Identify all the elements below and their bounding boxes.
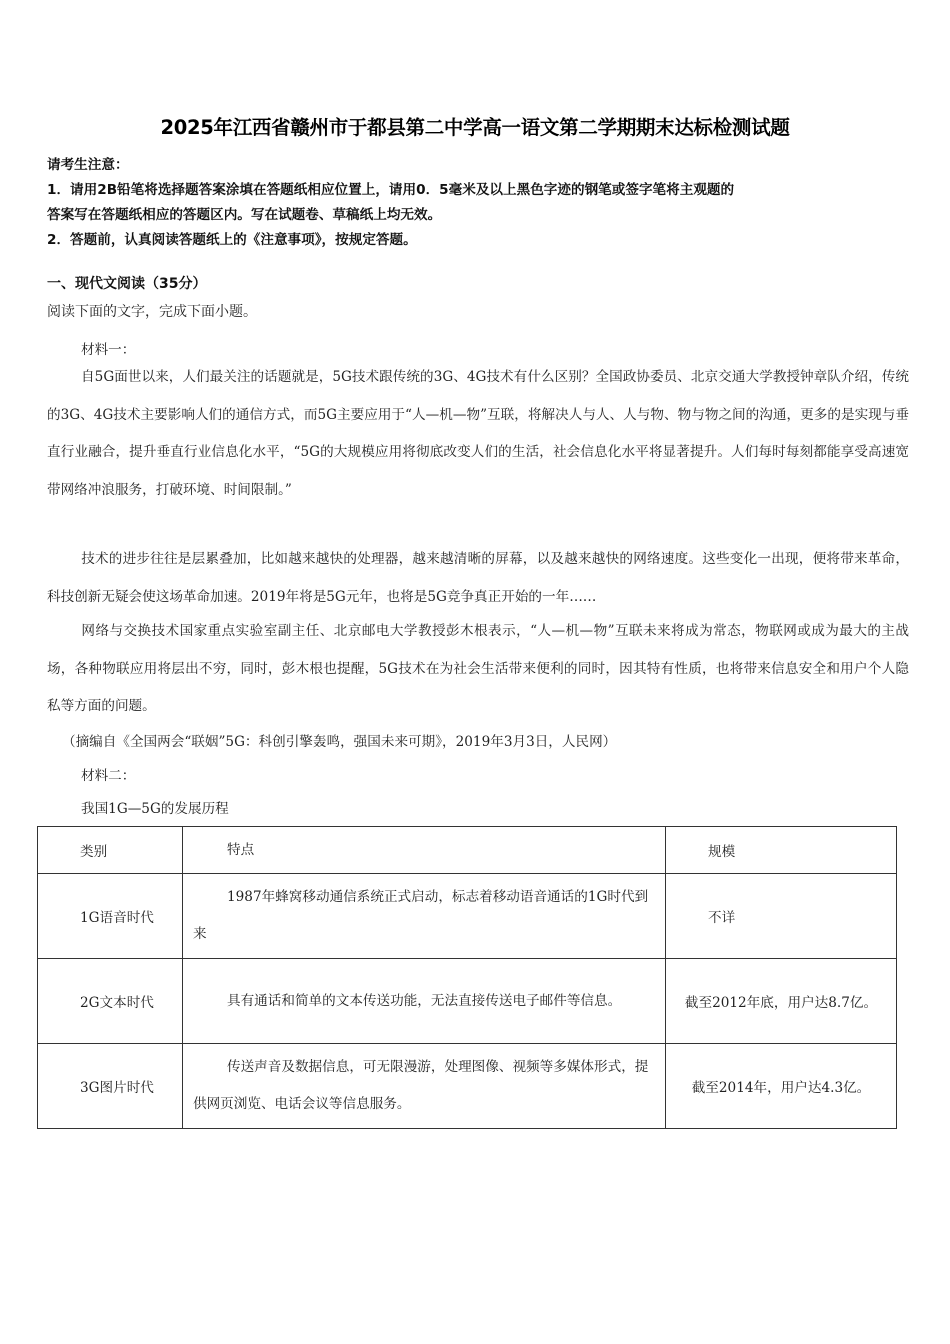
development-table <box>37 826 897 1129</box>
header-category: 类别 <box>38 827 183 874</box>
cell-scale: 截至2012年底，用户达8.7亿。 <box>666 959 897 1044</box>
section-heading: 一、现代文阅读（35分） <box>47 276 207 292</box>
material1-source: （摘编自《全国两会“联姻”5G：科创引擎轰鸣，强国未来可期》，2019年3月3日，人民网） <box>62 734 617 750</box>
table-row <box>38 1044 897 1129</box>
table-row <box>38 874 897 959</box>
cell-feature <box>183 1044 666 1129</box>
notice-item: 1．请用2B铅笔将选择题答案涂填在答题纸相应位置上，请用0．5毫米及以上黑色字迹的钢笔或签字笔将主观题的 <box>47 182 735 198</box>
candidate-notice <box>47 153 907 253</box>
feature-text: 具有通话和简单的文本传送功能，无法直接传送电子邮件等信息。 <box>227 992 622 1009</box>
cell-feature <box>183 874 666 959</box>
exam-title: 2025年江西省赣州市于都县第二中学高一语文第二学期期末达标检测试题 <box>160 116 790 139</box>
cell-feature <box>183 959 666 1044</box>
paragraph-text: 技术的进步往往是层累叠加，比如越来越快的处理器，越来越清晰的屏幕，以及越来越快的网络速度。这些变化一出现，便将带来革命，科技创新无疑会使这场革命加速。2019年将是5G元年，也将是5G竞争真正开始的一年…… <box>47 551 909 605</box>
material1-paragraph <box>47 359 909 509</box>
material1-paragraph <box>47 613 909 726</box>
section-instruction: 阅读下面的文字，完成下面小题。 <box>47 304 257 320</box>
paragraph-text: 网络与交换技术国家重点实验室副主任、北京邮电大学教授彭木根表示，“人—机—物”互联未来将成为常态，物联网或成为最大的主战场，各种物联应用将层出不穷，同时，彭木根也提醒，5G技术在为社会生活带来便利的同时，因其特有性质，也将带来信息安全和用户个人隐私等方面的问题。 <box>47 623 909 714</box>
feature-text: 1987年蜂窝移动通信系统正式启动，标志着移动语音通话的1G时代到来 <box>193 889 649 942</box>
header-scale: 规模 <box>666 827 897 874</box>
cell-scale: 截至2014年，用户达4.3亿。 <box>666 1044 897 1129</box>
material1-label: 材料一： <box>81 342 136 358</box>
notice-item: 答案写在答题纸相应的答题区内。写在试题卷、草稿纸上均无效。 <box>47 207 442 223</box>
table-header-row <box>38 827 897 874</box>
cell-category: 1G语音时代 <box>38 874 183 959</box>
cell-category: 2G文本时代 <box>38 959 183 1044</box>
header-feature: 特点 <box>183 827 666 874</box>
table-caption: 我国1G—5G的发展历程 <box>81 801 229 817</box>
cell-scale: 不详 <box>666 874 897 959</box>
table-row <box>38 959 897 1044</box>
paragraph-text: 自5G面世以来，人们最关注的话题就是，5G技术跟传统的3G、4G技术有什么区别？全国政协委员、北京交通大学教授钟章队介绍，传统的3G、4G技术主要影响人们的通信方式，而5G主要应用于“人—机—物”互联，将解决人与人、人与物、物与物之间的沟通，更多的是实现与垂直行业融合，提升垂直行业信息化水平，“5G的大规模应用将彻底改变人们的生活，社会信息化水平将显著提升。人们每时每刻都能享受高速宽带网络冲浪服务，打破环境、时间限制。” <box>47 369 909 498</box>
material2-label: 材料二： <box>81 768 136 784</box>
cell-category: 3G图片时代 <box>38 1044 183 1129</box>
notice-item: 2．答题前，认真阅读答题纸上的《注意事项》，按规定答题。 <box>47 232 417 248</box>
feature-text: 传送声音及数据信息，可无限漫游，处理图像、视频等多媒体形式，提供网页浏览、电话会议等信息服务。 <box>193 1059 649 1112</box>
material1-paragraph <box>47 541 909 616</box>
notice-heading: 请考生注意： <box>47 157 129 173</box>
